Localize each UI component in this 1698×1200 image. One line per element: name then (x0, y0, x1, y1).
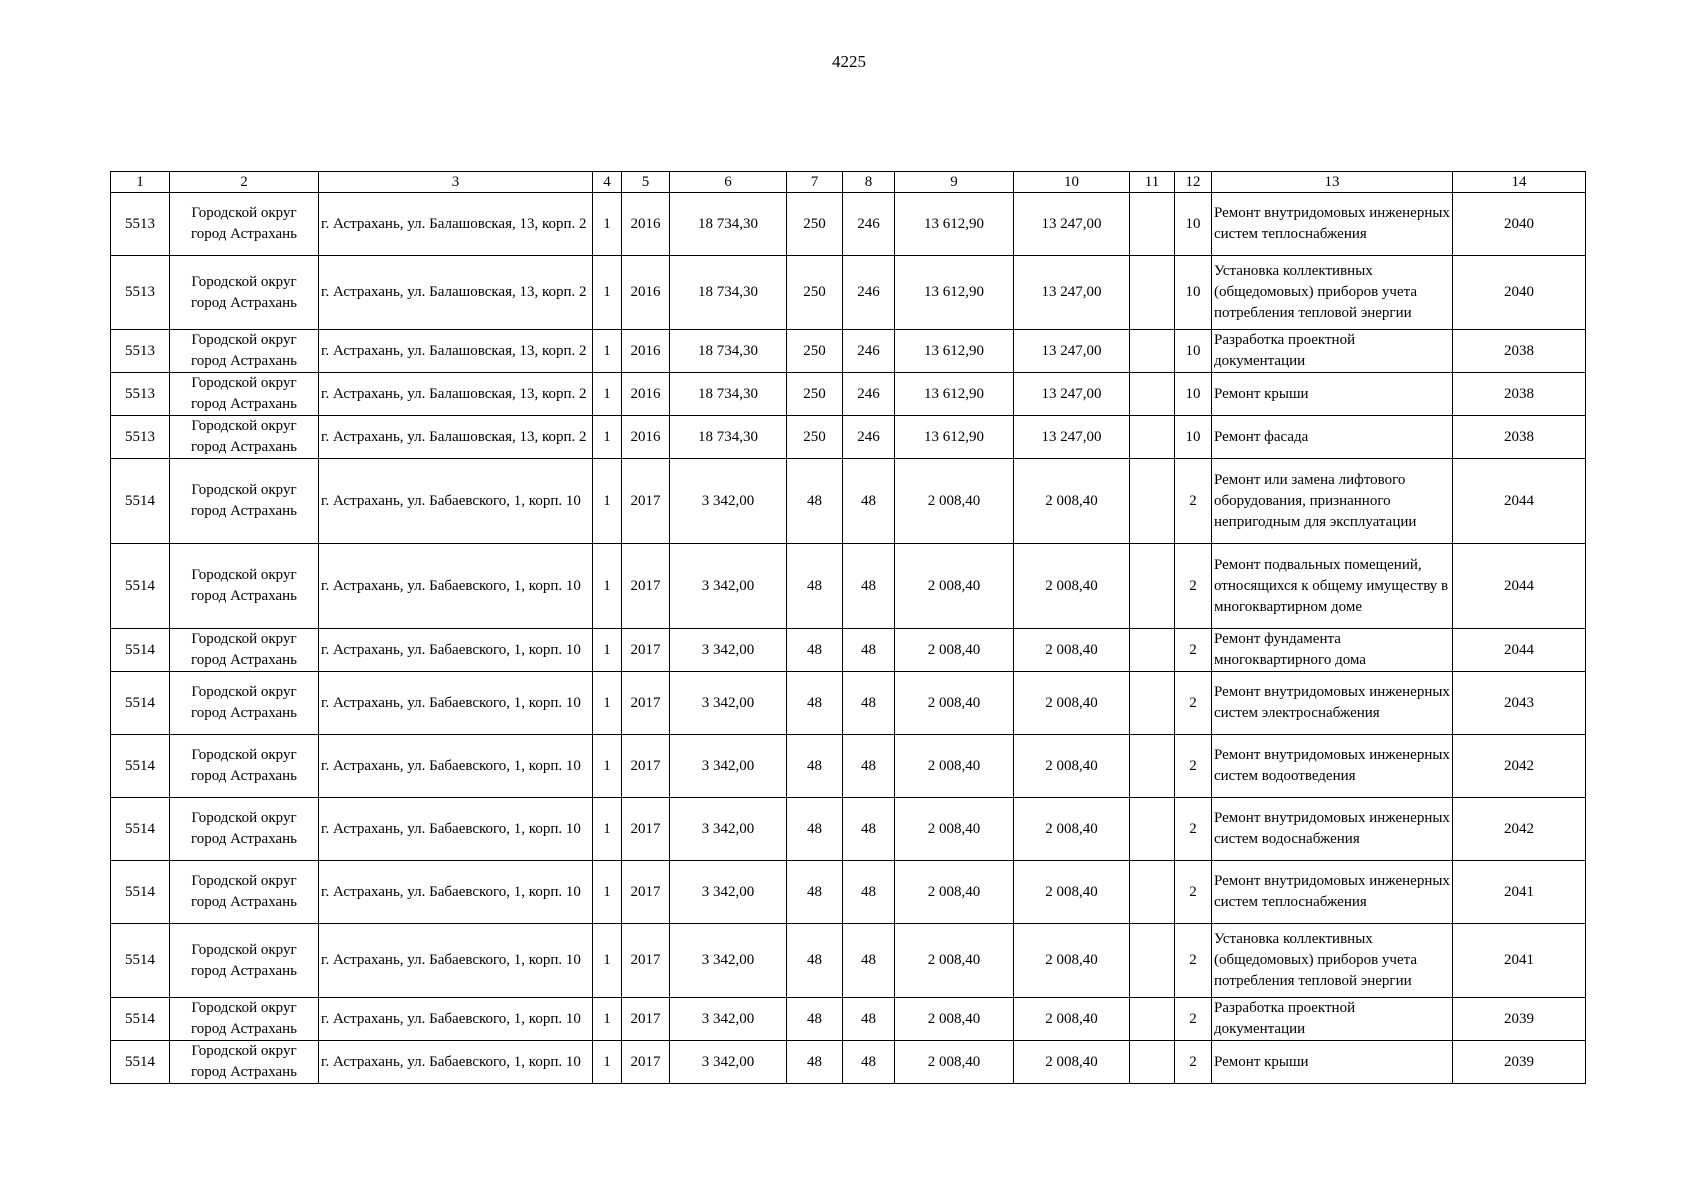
col-11-cell (1130, 256, 1175, 330)
col-4-cell: 1 (593, 735, 622, 798)
col-4-cell: 1 (593, 1041, 622, 1084)
commission-year-cell: 2017 (622, 1041, 670, 1084)
planned-year-cell: 2042 (1453, 735, 1586, 798)
planned-year-cell: 2044 (1453, 629, 1586, 672)
col-11-cell (1130, 373, 1175, 416)
col-9-cell: 2 008,40 (895, 629, 1014, 672)
planned-year-cell: 2038 (1453, 416, 1586, 459)
col-9-cell: 2 008,40 (895, 672, 1014, 735)
col-8-cell: 48 (843, 798, 895, 861)
commission-year-cell: 2017 (622, 672, 670, 735)
planned-year-cell: 2038 (1453, 373, 1586, 416)
col-11-cell (1130, 924, 1175, 998)
col-12-cell: 2 (1175, 1041, 1212, 1084)
col-9-cell: 13 612,90 (895, 330, 1014, 373)
col-8-cell: 246 (843, 416, 895, 459)
col-8-cell: 48 (843, 998, 895, 1041)
column-header: 9 (895, 172, 1014, 193)
col-7-cell: 250 (787, 256, 843, 330)
col-7-cell: 48 (787, 924, 843, 998)
col-9-cell: 2 008,40 (895, 998, 1014, 1041)
col-10-cell: 2 008,40 (1014, 459, 1130, 544)
record-id-cell: 5513 (111, 373, 170, 416)
col-9-cell: 2 008,40 (895, 544, 1014, 629)
col-9-cell: 2 008,40 (895, 798, 1014, 861)
municipality-cell: Городской округ город Астрахань (170, 459, 319, 544)
table-row (111, 735, 1586, 798)
col-6-cell: 3 342,00 (670, 861, 787, 924)
col-11-cell (1130, 459, 1175, 544)
planned-year-cell: 2044 (1453, 544, 1586, 629)
col-8-cell: 48 (843, 861, 895, 924)
col-7-cell: 48 (787, 544, 843, 629)
work-type-cell: Ремонт фасада (1212, 416, 1453, 459)
col-6-cell: 3 342,00 (670, 998, 787, 1041)
address-cell: г. Астрахань, ул. Бабаевского, 1, корп. 10 (319, 459, 593, 544)
column-header: 3 (319, 172, 593, 193)
record-id-cell: 5513 (111, 193, 170, 256)
col-7-cell: 250 (787, 330, 843, 373)
col-4-cell: 1 (593, 373, 622, 416)
commission-year-cell: 2016 (622, 330, 670, 373)
municipality-cell: Городской округ город Астрахань (170, 924, 319, 998)
municipality-cell: Городской округ город Астрахань (170, 416, 319, 459)
column-header: 5 (622, 172, 670, 193)
address-cell: г. Астрахань, ул. Бабаевского, 1, корп. 10 (319, 924, 593, 998)
record-id-cell: 5514 (111, 1041, 170, 1084)
municipality-cell: Городской округ город Астрахань (170, 798, 319, 861)
address-cell: г. Астрахань, ул. Бабаевского, 1, корп. 10 (319, 861, 593, 924)
planned-year-cell: 2041 (1453, 861, 1586, 924)
col-7-cell: 250 (787, 193, 843, 256)
col-8-cell: 48 (843, 459, 895, 544)
municipality-cell: Городской округ город Астрахань (170, 672, 319, 735)
column-header: 10 (1014, 172, 1130, 193)
municipality-cell: Городской округ город Астрахань (170, 1041, 319, 1084)
planned-year-cell: 2040 (1453, 193, 1586, 256)
commission-year-cell: 2017 (622, 459, 670, 544)
address-cell: г. Астрахань, ул. Бабаевского, 1, корп. 10 (319, 629, 593, 672)
record-id-cell: 5514 (111, 544, 170, 629)
col-4-cell: 1 (593, 924, 622, 998)
col-9-cell: 2 008,40 (895, 459, 1014, 544)
col-10-cell: 2 008,40 (1014, 1041, 1130, 1084)
work-type-cell: Ремонт внутридомовых инженерных систем электроснабжения (1212, 672, 1453, 735)
col-10-cell: 13 247,00 (1014, 416, 1130, 459)
municipality-cell: Городской округ город Астрахань (170, 861, 319, 924)
address-cell: г. Астрахань, ул. Балашовская, 13, корп. 2 (319, 193, 593, 256)
column-header: 7 (787, 172, 843, 193)
table-row (111, 1041, 1586, 1084)
col-10-cell: 2 008,40 (1014, 544, 1130, 629)
table-row (111, 459, 1586, 544)
column-header: 4 (593, 172, 622, 193)
record-id-cell: 5514 (111, 924, 170, 998)
address-cell: г. Астрахань, ул. Балашовская, 13, корп. 2 (319, 416, 593, 459)
table-row (111, 672, 1586, 735)
municipality-cell: Городской округ город Астрахань (170, 998, 319, 1041)
col-8-cell: 48 (843, 924, 895, 998)
record-id-cell: 5514 (111, 798, 170, 861)
col-10-cell: 2 008,40 (1014, 924, 1130, 998)
col-11-cell (1130, 998, 1175, 1041)
col-10-cell: 2 008,40 (1014, 629, 1130, 672)
address-cell: г. Астрахань, ул. Балашовская, 13, корп. 2 (319, 256, 593, 330)
col-8-cell: 48 (843, 629, 895, 672)
col-6-cell: 3 342,00 (670, 459, 787, 544)
work-type-cell: Разработка проектной документации (1212, 330, 1453, 373)
col-8-cell: 246 (843, 256, 895, 330)
col-4-cell: 1 (593, 629, 622, 672)
address-cell: г. Астрахань, ул. Бабаевского, 1, корп. 10 (319, 1041, 593, 1084)
table-row (111, 373, 1586, 416)
col-12-cell: 2 (1175, 735, 1212, 798)
planned-year-cell: 2038 (1453, 330, 1586, 373)
column-header: 1 (111, 172, 170, 193)
col-9-cell: 13 612,90 (895, 416, 1014, 459)
register-table (110, 171, 1586, 1084)
table-body (111, 193, 1586, 1084)
col-11-cell (1130, 416, 1175, 459)
col-7-cell: 48 (787, 861, 843, 924)
planned-year-cell: 2044 (1453, 459, 1586, 544)
work-type-cell: Ремонт подвальных помещений, относящихся к общему имуществу в многоквартирном доме (1212, 544, 1453, 629)
col-4-cell: 1 (593, 672, 622, 735)
municipality-cell: Городской округ город Астрахань (170, 373, 319, 416)
col-8-cell: 48 (843, 672, 895, 735)
commission-year-cell: 2016 (622, 256, 670, 330)
col-10-cell: 2 008,40 (1014, 672, 1130, 735)
col-4-cell: 1 (593, 798, 622, 861)
address-cell: г. Астрахань, ул. Балашовская, 13, корп. 2 (319, 330, 593, 373)
col-12-cell: 2 (1175, 924, 1212, 998)
commission-year-cell: 2017 (622, 735, 670, 798)
commission-year-cell: 2017 (622, 924, 670, 998)
record-id-cell: 5514 (111, 998, 170, 1041)
table-row (111, 861, 1586, 924)
col-12-cell: 10 (1175, 330, 1212, 373)
col-9-cell: 2 008,40 (895, 861, 1014, 924)
table-row (111, 193, 1586, 256)
address-cell: г. Астрахань, ул. Бабаевского, 1, корп. 10 (319, 735, 593, 798)
commission-year-cell: 2017 (622, 861, 670, 924)
col-8-cell: 246 (843, 193, 895, 256)
municipality-cell: Городской округ город Астрахань (170, 193, 319, 256)
col-7-cell: 48 (787, 459, 843, 544)
planned-year-cell: 2041 (1453, 924, 1586, 998)
col-7-cell: 48 (787, 672, 843, 735)
commission-year-cell: 2016 (622, 373, 670, 416)
address-cell: г. Астрахань, ул. Бабаевского, 1, корп. 10 (319, 998, 593, 1041)
col-12-cell: 10 (1175, 373, 1212, 416)
work-type-cell: Ремонт внутридомовых инженерных систем водоснабжения (1212, 798, 1453, 861)
col-12-cell: 10 (1175, 193, 1212, 256)
table-row (111, 998, 1586, 1041)
col-6-cell: 3 342,00 (670, 544, 787, 629)
col-6-cell: 3 342,00 (670, 1041, 787, 1084)
col-9-cell: 13 612,90 (895, 373, 1014, 416)
address-cell: г. Астрахань, ул. Балашовская, 13, корп. 2 (319, 373, 593, 416)
col-6-cell: 18 734,30 (670, 330, 787, 373)
col-7-cell: 48 (787, 998, 843, 1041)
col-12-cell: 2 (1175, 798, 1212, 861)
record-id-cell: 5514 (111, 629, 170, 672)
address-cell: г. Астрахань, ул. Бабаевского, 1, корп. 10 (319, 672, 593, 735)
column-header: 8 (843, 172, 895, 193)
col-6-cell: 3 342,00 (670, 924, 787, 998)
work-type-cell: Ремонт фундамента многоквартирного дома (1212, 629, 1453, 672)
col-9-cell: 13 612,90 (895, 193, 1014, 256)
col-12-cell: 10 (1175, 256, 1212, 330)
column-header: 14 (1453, 172, 1586, 193)
col-9-cell: 13 612,90 (895, 256, 1014, 330)
record-id-cell: 5513 (111, 416, 170, 459)
table-row (111, 416, 1586, 459)
work-type-cell: Установка коллективных (общедомовых) приборов учета потребления тепловой энергии (1212, 924, 1453, 998)
col-12-cell: 10 (1175, 416, 1212, 459)
col-6-cell: 18 734,30 (670, 256, 787, 330)
commission-year-cell: 2017 (622, 629, 670, 672)
planned-year-cell: 2040 (1453, 256, 1586, 330)
planned-year-cell: 2039 (1453, 1041, 1586, 1084)
municipality-cell: Городской округ город Астрахань (170, 256, 319, 330)
municipality-cell: Городской округ город Астрахань (170, 735, 319, 798)
col-11-cell (1130, 330, 1175, 373)
column-header: 11 (1130, 172, 1175, 193)
planned-year-cell: 2042 (1453, 798, 1586, 861)
col-6-cell: 3 342,00 (670, 672, 787, 735)
table-row (111, 798, 1586, 861)
commission-year-cell: 2017 (622, 998, 670, 1041)
col-7-cell: 250 (787, 416, 843, 459)
table-row (111, 544, 1586, 629)
planned-year-cell: 2043 (1453, 672, 1586, 735)
col-4-cell: 1 (593, 861, 622, 924)
col-6-cell: 3 342,00 (670, 629, 787, 672)
col-10-cell: 2 008,40 (1014, 798, 1130, 861)
col-11-cell (1130, 1041, 1175, 1084)
col-10-cell: 13 247,00 (1014, 256, 1130, 330)
col-4-cell: 1 (593, 256, 622, 330)
record-id-cell: 5514 (111, 861, 170, 924)
col-11-cell (1130, 544, 1175, 629)
col-12-cell: 2 (1175, 629, 1212, 672)
record-id-cell: 5514 (111, 735, 170, 798)
table-row (111, 924, 1586, 998)
municipality-cell: Городской округ город Астрахань (170, 629, 319, 672)
col-12-cell: 2 (1175, 672, 1212, 735)
col-7-cell: 250 (787, 373, 843, 416)
col-10-cell: 13 247,00 (1014, 373, 1130, 416)
col-8-cell: 246 (843, 330, 895, 373)
col-7-cell: 48 (787, 1041, 843, 1084)
table-row (111, 629, 1586, 672)
col-7-cell: 48 (787, 798, 843, 861)
col-4-cell: 1 (593, 459, 622, 544)
work-type-cell: Ремонт крыши (1212, 1041, 1453, 1084)
col-10-cell: 2 008,40 (1014, 998, 1130, 1041)
col-9-cell: 2 008,40 (895, 1041, 1014, 1084)
commission-year-cell: 2017 (622, 544, 670, 629)
col-10-cell: 13 247,00 (1014, 330, 1130, 373)
col-6-cell: 18 734,30 (670, 373, 787, 416)
commission-year-cell: 2016 (622, 416, 670, 459)
col-6-cell: 18 734,30 (670, 193, 787, 256)
municipality-cell: Городской округ город Астрахань (170, 544, 319, 629)
work-type-cell: Ремонт внутридомовых инженерных систем водоотведения (1212, 735, 1453, 798)
col-12-cell: 2 (1175, 459, 1212, 544)
column-header: 13 (1212, 172, 1453, 193)
col-4-cell: 1 (593, 544, 622, 629)
page-number: 4225 (832, 52, 866, 71)
col-12-cell: 2 (1175, 861, 1212, 924)
table-row (111, 256, 1586, 330)
work-type-cell: Ремонт внутридомовых инженерных систем теплоснабжения (1212, 861, 1453, 924)
municipality-cell: Городской округ город Астрахань (170, 330, 319, 373)
col-11-cell (1130, 798, 1175, 861)
col-4-cell: 1 (593, 998, 622, 1041)
col-12-cell: 2 (1175, 544, 1212, 629)
work-type-cell: Ремонт внутридомовых инженерных систем теплоснабжения (1212, 193, 1453, 256)
col-11-cell (1130, 672, 1175, 735)
col-8-cell: 48 (843, 1041, 895, 1084)
table-row (111, 330, 1586, 373)
column-header: 6 (670, 172, 787, 193)
col-6-cell: 3 342,00 (670, 735, 787, 798)
col-11-cell (1130, 735, 1175, 798)
commission-year-cell: 2017 (622, 798, 670, 861)
col-8-cell: 246 (843, 373, 895, 416)
col-9-cell: 2 008,40 (895, 735, 1014, 798)
col-7-cell: 48 (787, 735, 843, 798)
address-cell: г. Астрахань, ул. Бабаевского, 1, корп. 10 (319, 798, 593, 861)
col-7-cell: 48 (787, 629, 843, 672)
column-header: 12 (1175, 172, 1212, 193)
record-id-cell: 5513 (111, 256, 170, 330)
col-4-cell: 1 (593, 330, 622, 373)
col-8-cell: 48 (843, 735, 895, 798)
col-10-cell: 2 008,40 (1014, 861, 1130, 924)
col-4-cell: 1 (593, 193, 622, 256)
col-6-cell: 18 734,30 (670, 416, 787, 459)
col-11-cell (1130, 629, 1175, 672)
col-4-cell: 1 (593, 416, 622, 459)
col-12-cell: 2 (1175, 998, 1212, 1041)
col-9-cell: 2 008,40 (895, 924, 1014, 998)
col-8-cell: 48 (843, 544, 895, 629)
work-type-cell: Установка коллективных (общедомовых) приборов учета потребления тепловой энергии (1212, 256, 1453, 330)
commission-year-cell: 2016 (622, 193, 670, 256)
col-11-cell (1130, 861, 1175, 924)
record-id-cell: 5513 (111, 330, 170, 373)
column-header: 2 (170, 172, 319, 193)
address-cell: г. Астрахань, ул. Бабаевского, 1, корп. 10 (319, 544, 593, 629)
work-type-cell: Ремонт крыши (1212, 373, 1453, 416)
planned-year-cell: 2039 (1453, 998, 1586, 1041)
header-row (111, 172, 1586, 193)
record-id-cell: 5514 (111, 459, 170, 544)
record-id-cell: 5514 (111, 672, 170, 735)
col-6-cell: 3 342,00 (670, 798, 787, 861)
work-type-cell: Ремонт или замена лифтового оборудования, признанного непригодным для эксплуатации (1212, 459, 1453, 544)
col-10-cell: 13 247,00 (1014, 193, 1130, 256)
col-10-cell: 2 008,40 (1014, 735, 1130, 798)
col-11-cell (1130, 193, 1175, 256)
work-type-cell: Разработка проектной документации (1212, 998, 1453, 1041)
